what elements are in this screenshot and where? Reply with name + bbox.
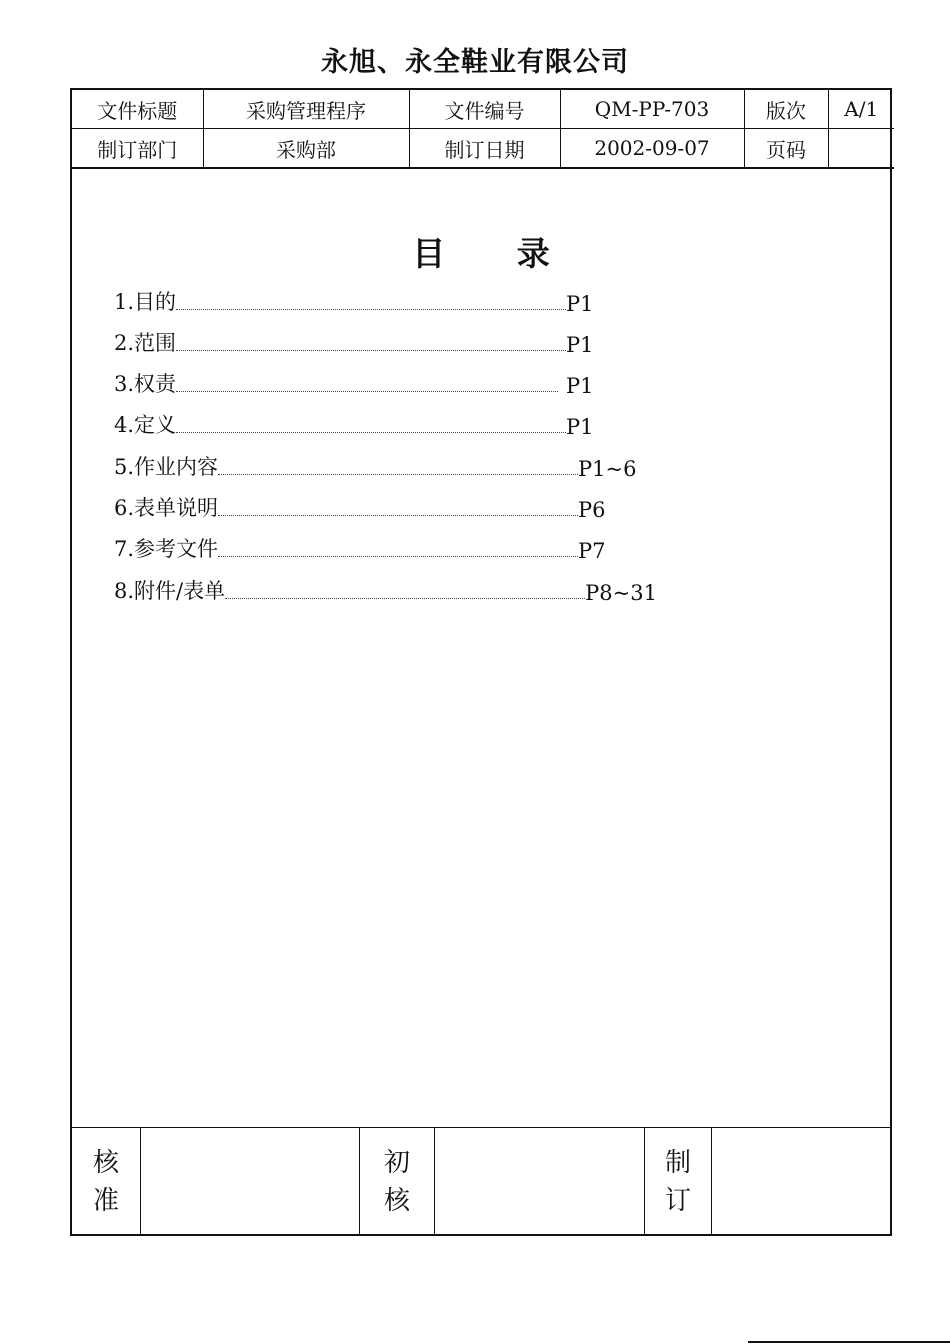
toc-item[interactable] (114, 575, 657, 605)
toc-item-page: P7 (578, 539, 606, 563)
toc-title: 目 录 (412, 234, 580, 273)
prepare-label-char: 订 (664, 1186, 691, 1216)
date-label: 制订日期 (409, 129, 560, 169)
toc-item-label: 8.附件/表单 (114, 579, 226, 603)
toc-item-page: P1 (566, 415, 594, 439)
prepare-label (645, 1128, 712, 1234)
approve-label-char: 准 (92, 1186, 119, 1216)
toc-item-label: 2.范围 (114, 331, 177, 355)
date-value: 2002-09-07 (560, 129, 744, 169)
department-value: 采购部 (203, 129, 409, 169)
toc-leader-dots (176, 432, 566, 433)
doc-title-label: 文件标题 (72, 90, 203, 129)
toc-item-page: P1 (566, 333, 594, 357)
header-row-1 (72, 90, 894, 129)
company-title: 永旭、永全鞋业有限公司 (321, 47, 629, 78)
prepare-signature-field[interactable] (712, 1128, 890, 1234)
document-frame (70, 88, 892, 1236)
toc-item[interactable] (114, 368, 594, 398)
toc-item[interactable] (114, 286, 594, 316)
toc-item[interactable] (114, 409, 594, 439)
toc-item[interactable] (114, 533, 606, 563)
toc-leader-dots (176, 391, 558, 392)
toc-leader-dots (218, 474, 578, 475)
review-signature-field[interactable] (435, 1128, 645, 1234)
approve-label-char: 核 (92, 1148, 119, 1178)
toc-item-page: P1 (566, 292, 594, 316)
toc-item[interactable] (114, 327, 594, 357)
toc-leader-dots (176, 309, 566, 310)
page-label: 页码 (744, 129, 828, 169)
toc-item[interactable] (114, 492, 606, 522)
review-label-char: 核 (383, 1186, 410, 1216)
review-label (360, 1128, 435, 1234)
approval-signature-row (72, 1127, 890, 1234)
toc-item-label: 7.参考文件 (114, 537, 219, 561)
toc-item-label: 3.权责 (114, 372, 177, 396)
department-label: 制订部门 (72, 129, 203, 169)
toc-item-page: P6 (578, 498, 606, 522)
review-label-char: 初 (383, 1148, 410, 1178)
doc-number-value: QM-PP-703 (560, 90, 744, 129)
toc-leader-dots (218, 556, 578, 557)
header-row-2 (72, 129, 894, 169)
page-corner-rule (748, 1341, 950, 1343)
toc-leader-dots (218, 515, 578, 516)
prepare-label-char: 制 (664, 1148, 691, 1178)
approve-signature-field[interactable] (141, 1128, 360, 1234)
toc-item-label: 4.定义 (114, 413, 177, 437)
toc-item-label: 5.作业内容 (114, 455, 219, 479)
doc-number-label: 文件编号 (409, 90, 560, 129)
toc-item-page: P1 (566, 374, 594, 398)
toc-item[interactable] (114, 451, 637, 481)
toc-item-label: 1.目的 (114, 290, 177, 314)
doc-title-value: 采购管理程序 (203, 90, 409, 129)
toc-leader-dots (225, 598, 585, 599)
toc-item-label: 6.表单说明 (114, 496, 219, 520)
version-value: A/1 (828, 90, 894, 129)
toc-item-page: P1~6 (578, 457, 637, 481)
toc-leader-dots (176, 350, 566, 351)
toc-item-page: P8~31 (585, 581, 657, 605)
document-header-table (72, 90, 894, 169)
page-value (828, 129, 894, 169)
version-label: 版次 (744, 90, 828, 129)
approve-label (72, 1128, 141, 1234)
